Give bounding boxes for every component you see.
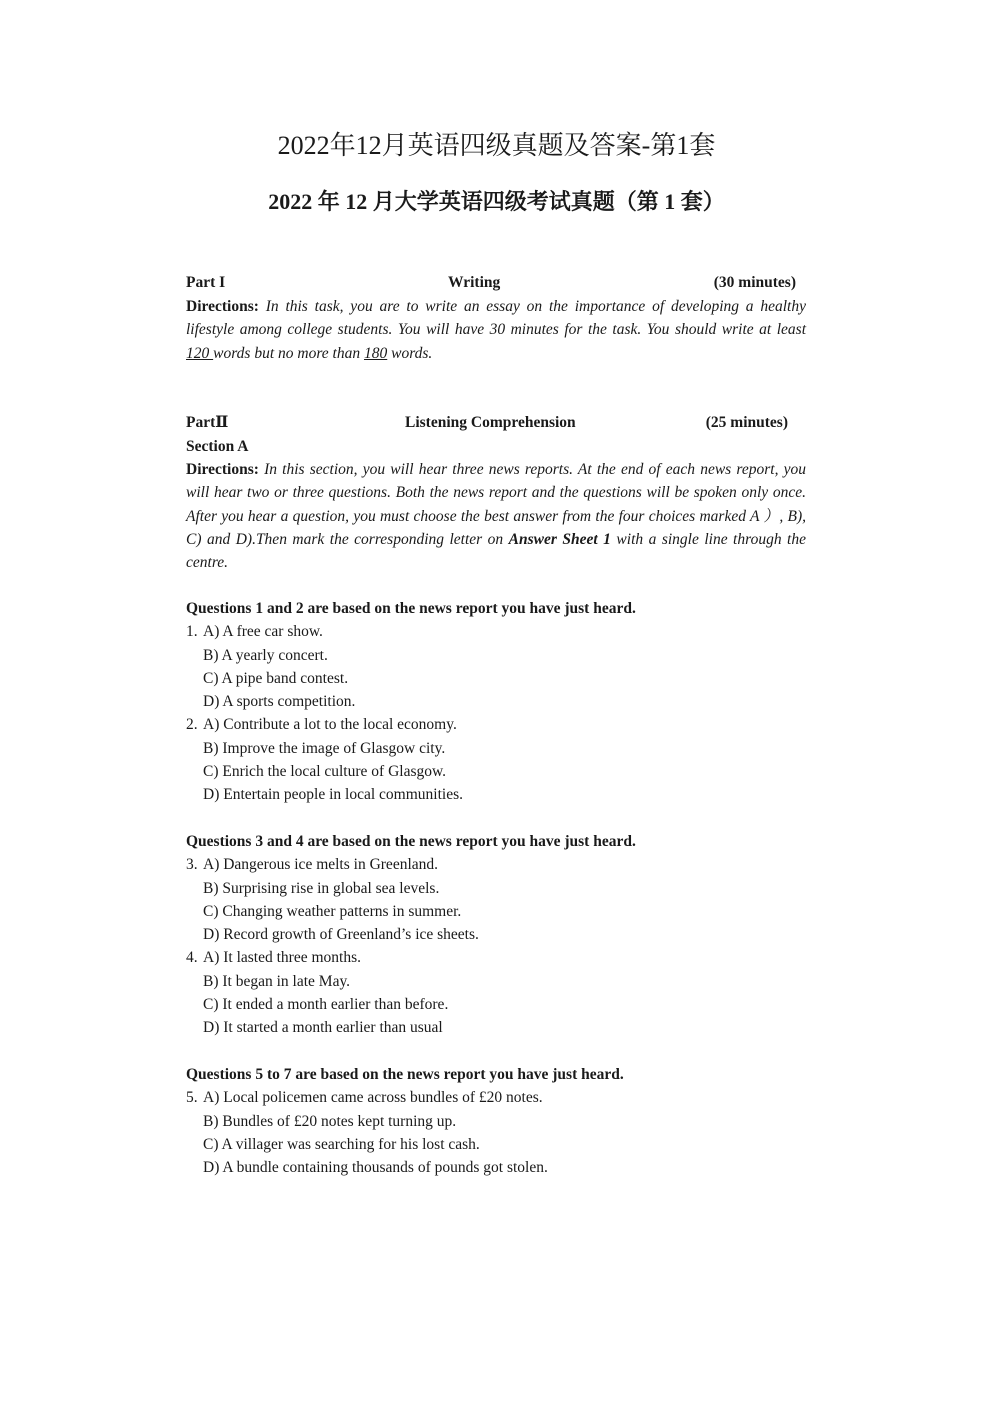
part1-directions-label: Directions:	[186, 298, 259, 315]
question-group-1	[186, 597, 806, 807]
part2-name: Listening Comprehension	[405, 414, 576, 431]
question-option: D) It started a month earlier than usual	[203, 1019, 443, 1037]
question-number: 1.	[186, 623, 198, 641]
part2-time: (25 minutes)	[705, 414, 788, 431]
question-option: B) It began in late May.	[203, 972, 351, 990]
question-option: D) Entertain people in local communities.	[203, 786, 463, 804]
question-option: B) Surprising rise in global sea levels.	[203, 879, 440, 897]
part2-label: PartⅡ	[186, 414, 229, 431]
min-words: 120	[186, 344, 214, 362]
question-option: C) It ended a month earlier than before.	[203, 996, 449, 1014]
part1-time: (30 minutes)	[713, 274, 796, 291]
question-option: C) Enrich the local culture of Glasgow.	[203, 763, 447, 781]
document-title: 2022年12月英语四级真题及答案-第1套	[277, 131, 716, 160]
question-option: C) Changing weather patterns in summer.	[203, 902, 462, 920]
question-option: 5. A) Local policemen came across bundles of £20 notes.	[186, 1086, 806, 1109]
part1-header	[186, 271, 806, 294]
part1-directions: Directions: In this task, you are to write an essay on the importance of developing a healthy lifestyle among college students. You will have 30 minutes for the task. You should write at least 120 words but no more than 180 words.	[186, 298, 806, 362]
question-option: B) Improve the image of Glasgow city.	[203, 739, 446, 757]
question-option: B) A yearly concert.	[203, 646, 328, 664]
question-group-3	[186, 1063, 806, 1179]
part1-label: Part I	[186, 274, 226, 291]
section-a-label: Section A	[186, 438, 249, 455]
question-group-heading: Questions 3 and 4 are based on the news report you have just heard.	[186, 833, 636, 850]
question-option: D) A bundle containing thousands of pounds got stolen.	[203, 1159, 548, 1177]
question-number: 5.	[186, 1089, 198, 1107]
question-option: 3. A) Dangerous ice melts in Greenland.	[186, 853, 806, 876]
question-option: D) Record growth of Greenland’s ice sheets.	[203, 926, 479, 944]
part2-directions-label: Directions:	[186, 461, 259, 478]
part2-header	[186, 411, 806, 434]
part1-name: Writing	[448, 274, 501, 291]
question-group-2	[186, 830, 806, 1040]
max-words: 180	[363, 344, 388, 362]
question-number: 3.	[186, 856, 198, 874]
question-option: C) A pipe band contest.	[203, 669, 349, 687]
answer-sheet-ref: Answer Sheet 1	[508, 530, 611, 548]
part2-directions: Directions: In this section, you will hear three news reports. At the end of each news report, you will hear two or three questions. Both the news report and the questions will be spoken only once. After you hear a question, you must choose the best answer from the four choices marked A ）, B), C) and D).Then mark the corresponding letter on Answer Sheet 1 with a single line through the centre.	[186, 461, 806, 572]
question-group-heading: Questions 1 and 2 are based on the news report you have just heard.	[186, 600, 636, 617]
exam-title: 2022 年 12 月大学英语四级考试真题（第 1 套）	[268, 189, 725, 214]
question-option: 1. A) A free car show.	[186, 620, 806, 643]
question-number: 2.	[186, 716, 198, 734]
question-option: 4. A) It lasted three months.	[186, 946, 806, 969]
question-option: B) Bundles of £20 notes kept turning up.	[203, 1112, 457, 1130]
question-number: 4.	[186, 949, 198, 967]
question-option: 2. A) Contribute a lot to the local economy.	[186, 713, 806, 736]
question-option: C) A villager was searching for his lost cash.	[203, 1135, 480, 1153]
question-group-heading: Questions 5 to 7 are based on the news report you have just heard.	[186, 1066, 624, 1083]
question-option: D) A sports competition.	[203, 693, 356, 711]
